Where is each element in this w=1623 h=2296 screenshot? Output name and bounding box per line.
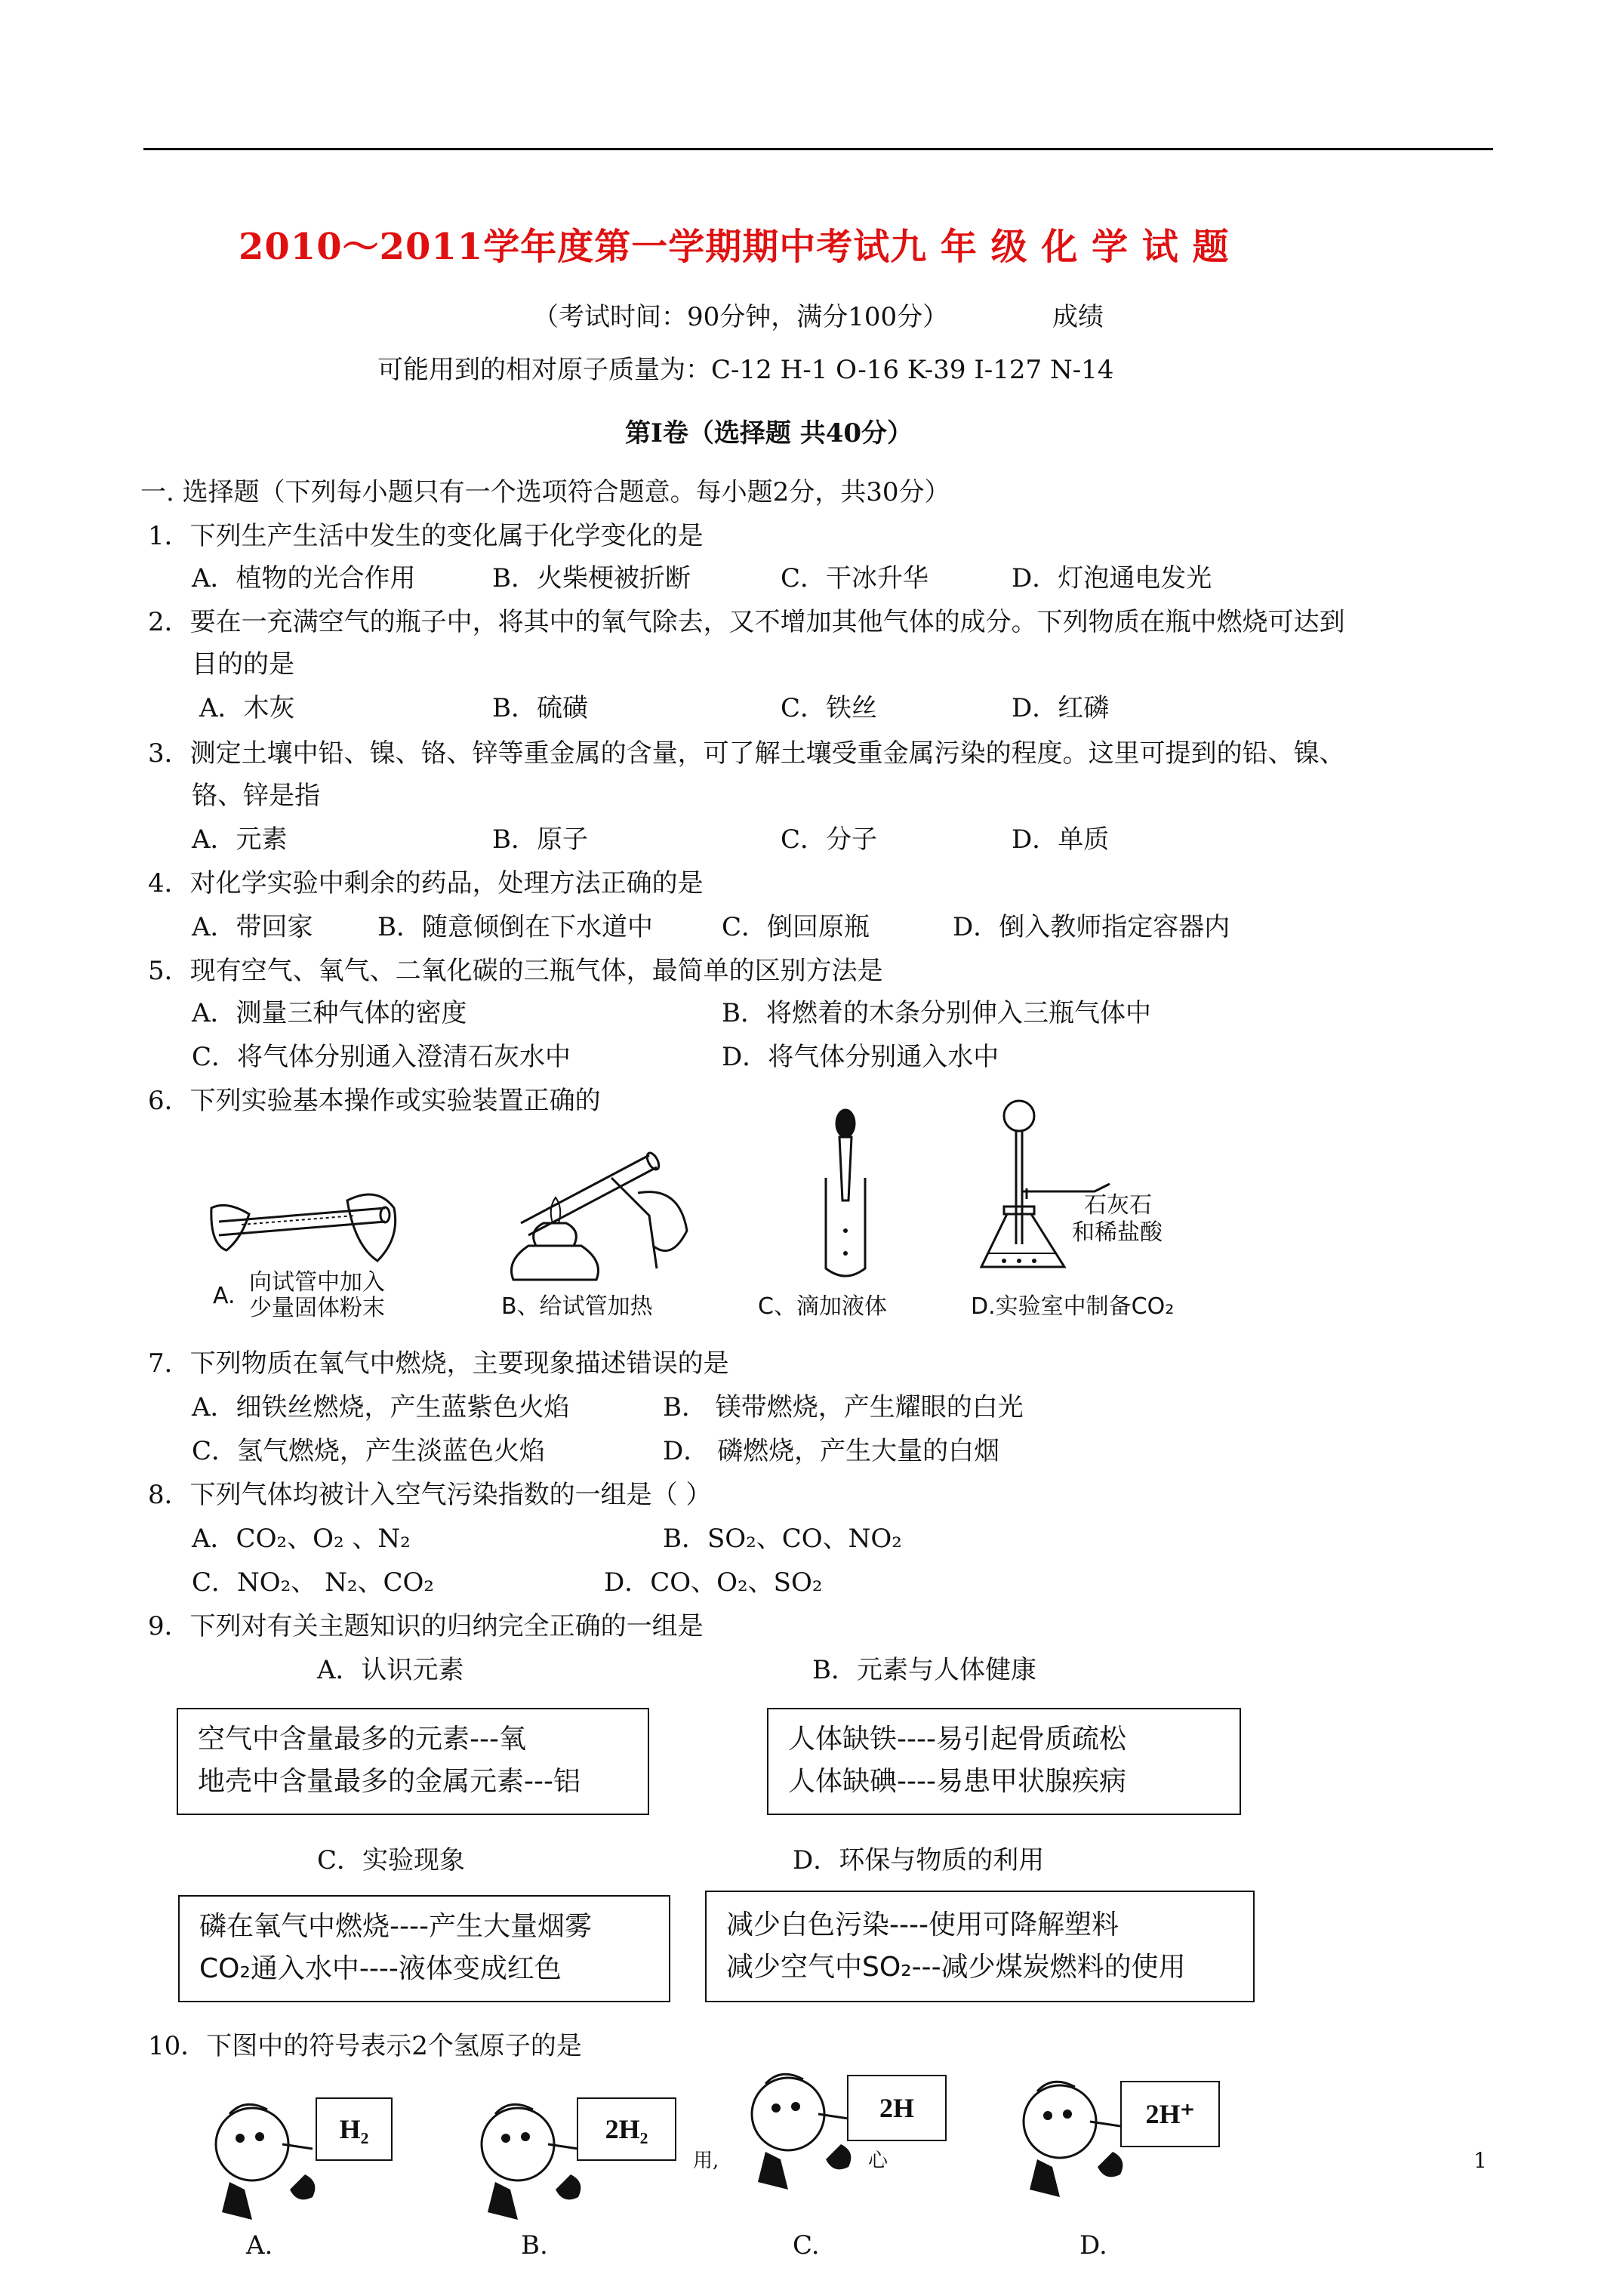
q4-option-a: A．带回家 [192,912,313,942]
q5-option-c: C．将气体分别通入澄清石灰水中 [192,1042,571,1072]
q9-a-line1: 空气中含量最多的元素---氧 [198,1724,526,1755]
q9-stem: 9．下列对有关主题知识的归纳完全正确的一组是 [148,1611,704,1641]
q8-option-a: A．CO₂、O₂ 、N₂ [192,1524,411,1554]
q2-stem-cont: 目的的是 [192,649,294,680]
figure-b-caption: B、给试管加热 [501,1293,653,1320]
q3-option-a: A．元素 [192,824,288,855]
q9-box-b [767,1708,1241,1815]
q9-box-c [178,1895,670,2002]
q1-stem: 1．下列生产生活中发生的变化属于化学变化的是 [148,521,704,551]
q9-box-d [705,1891,1255,2002]
figure-a-caption-line1: 向试管中加入 [249,1269,385,1296]
figure-a-caption-letter: A. [213,1283,236,1309]
q3-stem-cont: 铬、锌是指 [192,781,320,811]
q9-c-line2: CO₂通入水中----液体变成红色 [199,1953,562,1984]
exam-info: （考试时间：90分钟，满分100分） [533,302,949,332]
figure-d-co2-apparatus [974,1093,1125,1282]
footer-fragment-2: 心 [868,2150,888,2172]
q8-stem: 8．下列气体均被计入空气污染指数的一组是（ ） [148,1480,712,1510]
character-a [199,2091,320,2227]
character-b [465,2091,586,2227]
q7-option-d: D． 磷燃烧，产生大量的白烟 [663,1436,1000,1466]
page-title: 2010～2011学年度第一学期期中考试九 年 级 化 学 试 题 [239,226,1230,268]
q10-label-c: C. [793,2230,820,2261]
figure-d-label-line2: 和稀盐酸 [1072,1219,1163,1246]
q4-option-d: D．倒入教师指定容器内 [953,912,1230,942]
q9-b-line2: 人体缺碘----易患甲状腺疾病 [788,1766,1126,1797]
q8-option-d: D．CO、O₂、SO₂ [604,1567,823,1598]
q9-d-title: D．环保与物质的利用 [793,1845,1045,1875]
figure-a-test-tube-powder [196,1178,408,1268]
q7-option-c: C．氢气燃烧，产生淡蓝色火焰 [192,1436,546,1466]
q9-a-title: A．认识元素 [317,1655,464,1685]
q9-d-line2: 减少空气中SO₂---减少煤炭燃料的使用 [726,1952,1186,1983]
q1-option-b: B．火柴梗被折断 [492,563,691,593]
q3-option-c: C．分子 [781,824,878,855]
symbol-box-d: 2H⁺ [1120,2081,1220,2147]
character-d [1007,2069,1128,2205]
score-label: 成绩 [1052,302,1104,332]
q5-stem: 5．现有空气、氧气、二氧化碳的三瓶气体，最简单的区别方法是 [148,956,883,986]
q1-option-c: C．干冰升华 [781,563,929,593]
q3-option-b: B．原子 [492,824,588,855]
q5-option-d: D．将气体分别通入水中 [722,1042,999,1072]
q2-stem: 2．要在一充满空气的瓶子中，将其中的氧气除去，又不增加其他气体的成分。下列物质在瓶中燃烧可达到 [148,607,1345,637]
section-heading: 一. 选择题（下列每小题只有一个选项符合题意。每小题2分，共30分） [140,477,950,507]
part1-title: 第Ⅰ卷（选择题 共40分） [625,418,913,448]
figure-c-caption: C、滴加液体 [758,1293,887,1320]
figure-c-dropper [815,1102,876,1284]
q9-d-line1: 减少白色污染----使用可降解塑料 [726,1909,1119,1940]
q10-label-d: D. [1079,2230,1107,2261]
q8-option-c: C．NO₂、 N₂、CO₂ [192,1567,434,1598]
q4-option-b: B．随意倾倒在下水道中 [377,912,653,942]
footer-fragment-1: 用, [693,2150,719,2172]
header-rule [143,148,1493,150]
q9-a-line2: 地壳中含量最多的金属元素---铝 [198,1766,581,1797]
q7-option-b: B． 镁带燃烧，产生耀眼的白光 [663,1392,1024,1422]
q9-c-line1: 磷在氧气中燃烧----产生大量烟雾 [199,1911,592,1942]
q10-label-b: B. [521,2230,548,2261]
q9-b-line1: 人体缺铁----易引起骨质疏松 [788,1724,1126,1755]
q9-b-title: B．元素与人体健康 [812,1655,1036,1685]
symbol-box-b: 2H₂ [577,2097,676,2161]
character-c [735,2061,856,2197]
symbol-box-c: 2H [847,2075,947,2141]
page-number: 1 [1474,2148,1487,2173]
q1-option-d: D．灯泡通电发光 [1012,563,1212,593]
atomic-masses: 可能用到的相对原子质量为：C-12 H-1 O-16 K-39 I-127 N-14 [377,355,1114,385]
figure-a-caption-line2: 少量固体粉末 [249,1295,385,1321]
figure-b-heating-tube [498,1133,710,1284]
q1-option-a: A．植物的光合作用 [192,563,416,593]
figure-d-caption: D.实验室中制备CO₂ [971,1293,1175,1320]
q6-stem: 6．下列实验基本操作或实验装置正确的 [148,1086,601,1116]
q4-option-c: C．倒回原瓶 [722,912,870,942]
q2-option-c: C．铁丝 [781,693,878,723]
q10-label-a: A. [246,2230,273,2261]
q8-option-b: B．SO₂、CO、NO₂ [663,1524,902,1554]
q3-option-d: D．单质 [1012,824,1110,855]
symbol-box-a: H₂ [316,2097,393,2161]
q7-stem: 7．下列物质在氧气中燃烧，主要现象描述错误的是 [148,1348,729,1379]
q7-option-a: A．细铁丝燃烧，产生蓝紫色火焰 [192,1392,570,1422]
q9-box-a [177,1708,649,1815]
q2-option-d: D．红磷 [1012,693,1110,723]
q4-stem: 4．对化学实验中剩余的药品，处理方法正确的是 [148,868,704,898]
q5-option-a: A．测量三种气体的密度 [192,998,467,1028]
q2-option-b: B．硫磺 [492,693,588,723]
q9-c-title: C．实验现象 [317,1845,466,1875]
q2-option-a: A．木灰 [199,693,295,723]
q3-stem: 3．测定土壤中铅、镍、铬、锌等重金属的含量，可了解土壤受重金属污染的程度。这里可提到的铅、镍、 [148,738,1345,769]
figure-d-label-line1: 石灰石 [1084,1192,1152,1219]
q5-option-b: B．将燃着的木条分别伸入三瓶气体中 [722,998,1151,1028]
q10-stem: 10．下图中的符号表示2个氢原子的是 [148,2031,582,2061]
